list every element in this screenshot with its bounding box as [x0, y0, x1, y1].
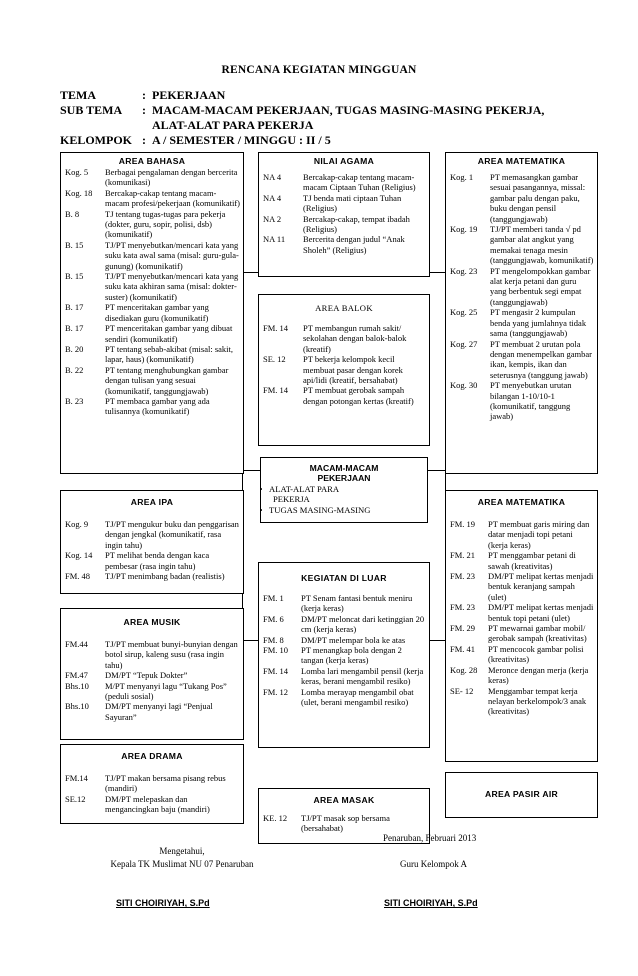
area-bahasa-list — [61, 166, 243, 417]
kelompok-label: KELOMPOK — [60, 133, 132, 147]
footer-place-date: Penaruban, Februari 2013 — [383, 833, 477, 843]
activity-row — [65, 271, 240, 302]
activity-code: Kog. 23 — [450, 265, 478, 276]
center-item-2: TUGAS MASING-MASING — [269, 504, 371, 515]
activity-row — [65, 550, 240, 571]
activity-row — [65, 167, 240, 188]
activity-description: PT tentang menghubungkan gambar dengan tulisan yang sesuai (komunikatif, tanggungjawab) — [105, 364, 229, 396]
area-matematika-right-title: AREA MATEMATIKA — [477, 497, 566, 507]
activity-description: PT Senam fantasi bentuk meniru (kerja keras) — [301, 593, 413, 614]
activity-row — [263, 172, 426, 193]
activity-description: PT mengasir 2 kumpulan benda yang jumlahnya tidak sama (tanggungjawab) — [490, 307, 587, 339]
activity-row — [65, 681, 240, 702]
activity-code: FM. 12 — [263, 686, 289, 697]
activity-row — [263, 813, 426, 834]
nilai-agama-title: NILAI AGAMA — [313, 156, 375, 166]
activity-code: Kog. 30 — [450, 380, 478, 391]
activity-code: SE- 12 — [450, 685, 474, 696]
activity-code: B. 22 — [65, 364, 84, 375]
center-item-1: ALAT-ALAT PARA — [269, 483, 340, 494]
area-musik-list — [61, 639, 243, 722]
activity-description: DM/PT “Tepuk Dokter” — [105, 670, 188, 681]
activity-description: PT bekerja kelompok kecil membuat pasar dengan korek api/lidi (kreatif, bersahabat) — [303, 354, 403, 386]
activity-code: B. 8 — [65, 208, 80, 219]
center-title-1: MACAM-MACAM — [309, 463, 379, 473]
area-ipa-box — [60, 490, 244, 594]
area-pasir-air-title: AREA PASIR AIR — [484, 789, 559, 799]
activity-description: Bercakap-cakap, tempat ibadah (Religius) — [303, 213, 410, 235]
activity-code: FM. 8 — [263, 634, 284, 645]
activity-description: Lomba lari mengambil pensil (kerja keras, berani mengambil resiko) — [301, 665, 424, 687]
activity-row — [65, 701, 240, 722]
activity-row — [263, 214, 426, 235]
activity-description: TJ benda mati ciptaan Tuhan (Religius) — [303, 192, 402, 214]
activity-code: B. 17 — [65, 302, 84, 313]
activity-description: Bercakap-cakap tentang macam-macam profesi/pekerjaan (komunikatif) — [105, 187, 240, 209]
activity-code: FM. 23 — [450, 602, 476, 613]
activity-description: PT membuat garis miring dan datar menjadi topi petani (kerja keras) — [488, 519, 590, 550]
activity-code: SE.12 — [65, 793, 86, 804]
activity-row — [450, 380, 594, 422]
center-item-1b: PEKERJA — [273, 494, 310, 505]
activity-row — [450, 224, 594, 266]
activity-row — [65, 188, 240, 209]
activity-row — [65, 323, 240, 344]
tema-label: TEMA — [60, 88, 96, 102]
activity-code: FM. 19 — [450, 519, 476, 529]
activity-description: PT membuat 2 urutan pola dengan menempelkan gambar ikan, kempis, ikan dan seterusnya (tanggung jawab) — [490, 338, 592, 380]
activity-row — [65, 344, 240, 365]
activity-description: PT membaca gambar yang ada tulisannya (komunikatif) — [105, 395, 210, 417]
activity-code: FM. 29 — [450, 623, 476, 634]
center-theme-box — [260, 457, 428, 523]
activity-description: DM/PT menyanyi lagi “Penjual Sayuran” — [105, 701, 213, 722]
activity-code: NA 2 — [263, 213, 282, 224]
activity-row — [65, 794, 240, 815]
subtema-colon: : — [142, 103, 146, 117]
activity-code: FM. 21 — [450, 550, 476, 561]
activity-code: NA 4 — [263, 192, 282, 203]
activity-row — [263, 687, 426, 708]
nilai-agama-box — [258, 152, 430, 277]
activity-code: B. 15 — [65, 239, 84, 250]
activity-code: Kog. 25 — [450, 307, 478, 318]
activity-row — [65, 571, 240, 581]
activity-code: FM. 1 — [263, 593, 284, 603]
connector-left-mid — [242, 470, 260, 471]
activity-row — [65, 670, 240, 680]
subtema-value-2: ALAT-ALAT PARA PEKERJA — [152, 118, 314, 132]
activity-code: Kog. 1 — [450, 172, 474, 182]
area-pasir-air-box — [445, 772, 598, 818]
area-masak-title: AREA MASAK — [313, 795, 375, 805]
activity-row — [263, 635, 426, 645]
activity-code: FM. 10 — [263, 645, 289, 656]
activity-code: Kog. 28 — [450, 664, 478, 675]
signature-right: SITI CHOIRIYAH, S.Pd — [384, 898, 478, 908]
activity-row — [450, 602, 594, 623]
activity-description: DM/PT melipat kertas menjadi bentuk topi petani (ulet) — [488, 602, 594, 623]
activity-description: TJ tentang tugas-tugas para pekerja (dokter, guru, sopir, polisi, dsb) (komunikatif) — [105, 208, 226, 240]
area-matematika-top-list — [446, 172, 597, 422]
connector-right-mid — [428, 470, 446, 471]
activity-description: PT mencocok gambar polisi (kreativitas) — [488, 643, 584, 665]
activity-code: FM.44 — [65, 639, 88, 649]
activity-code: Kog. 9 — [65, 519, 89, 529]
area-matematika-top-box — [445, 152, 598, 474]
footer-guru: Guru Kelompok A — [400, 859, 467, 869]
kelompok-value: A / SEMESTER / MINGGU : II / 5 — [152, 133, 331, 147]
activity-code: Kog. 18 — [65, 187, 93, 198]
activity-row — [263, 645, 426, 666]
document-header — [60, 88, 630, 148]
activity-row — [263, 193, 426, 214]
activity-row — [263, 593, 426, 614]
activity-description: PT menceritakan gambar yang dibuat sendiri (komunikatif) — [105, 323, 233, 344]
signature-left: SITI CHOIRIYAH, S.Pd — [116, 898, 210, 908]
activity-code: Kog. 14 — [65, 550, 93, 561]
area-balok-list — [259, 323, 429, 406]
activity-description: M/PT menyanyi lagu “Tukang Pos” (peduli sosial) — [105, 680, 227, 702]
activity-description: TJ/PT menyebutkan/mencari kata yang suku kata awal sama (misal: guru-gula-gunung) (komunikatif) — [105, 239, 239, 271]
nilai-agama-list — [259, 172, 429, 255]
activity-code: Kog. 19 — [450, 224, 478, 235]
activity-row — [65, 365, 240, 396]
activity-description: Bercerita dengan judul “Anak Sholeh” (Religius) — [303, 234, 405, 255]
activity-row — [263, 614, 426, 635]
activity-description: TJ/PT membuat bunyi-bunyian dengan botol sirup, kaleng susu (rasa ingin tahu) — [105, 639, 238, 670]
kegiatan-luar-box — [258, 562, 430, 748]
activity-description: TJ/PT menimbang badan (realistis) — [105, 571, 225, 582]
activity-code: SE. 12 — [263, 354, 286, 365]
kegiatan-luar-list — [259, 593, 429, 707]
activity-row — [450, 339, 594, 381]
activity-description: PT melihat benda dengan kaca pembesar (rasa ingin tahu) — [105, 550, 210, 571]
area-drama-title: AREA DRAMA — [121, 751, 183, 761]
area-bahasa-box — [60, 152, 244, 474]
activity-description: Meronce dengan merja (kerja keras) — [488, 664, 589, 686]
activity-description: PT menggambar petani di sawah (kreativitas) — [488, 550, 576, 571]
activity-description: PT mengelompokkan gambar alat kerja petani dan guru yang berbentuk segi empat (tanggungjawab) — [490, 265, 591, 307]
activity-row — [65, 302, 240, 323]
activity-row — [450, 307, 594, 338]
kelompok-colon: : — [142, 133, 146, 147]
activity-row — [450, 623, 594, 644]
activity-row — [65, 209, 240, 240]
activity-row — [450, 172, 594, 224]
activity-row — [65, 240, 240, 271]
activity-description: PT mewarnai gambar mobil/ gerobak sampah (kreativitas) — [488, 623, 587, 644]
activity-description: PT memasangkan gambar sesuai pasangannya, missal: gambar palu dengan paku, buku dengan pensil (tanggungjawab) — [490, 172, 586, 224]
activity-description: Menggambar tempat kerja nelayan berkelompok/3 anak (kreativitas) — [488, 685, 587, 717]
page-title: RENCANA KEGIATAN MINGGUAN — [221, 64, 417, 76]
activity-code: FM. 6 — [263, 613, 284, 624]
activity-row — [65, 396, 240, 417]
activity-code: Kog. 5 — [65, 167, 89, 177]
activity-description: PT menangkap bola dengan 2 tangan (kerja keras) — [301, 645, 402, 666]
activity-description: DM/PT melempar bola ke atas — [301, 634, 406, 645]
area-balok-box — [258, 294, 430, 446]
activity-row — [65, 773, 240, 794]
area-masak-list — [259, 813, 429, 834]
activity-description: TJ/PT makan bersama pisang rebus (mandiri) — [105, 773, 226, 794]
activity-row — [263, 323, 426, 354]
area-musik-title: AREA MUSIK — [123, 617, 181, 627]
activity-description: DM/PT melipat kertas menjadi bentuk keranjang sampah (ulet) — [488, 571, 594, 602]
activity-code: FM. 48 — [65, 571, 91, 582]
area-matematika-top-title: AREA MATEMATIKA — [477, 156, 566, 166]
kegiatan-luar-title: KEGIATAN DI LUAR — [301, 573, 387, 583]
center-title-2: PEKERJAAN — [317, 473, 371, 484]
activity-row — [263, 385, 426, 406]
activity-code: Kog. 27 — [450, 338, 478, 349]
area-ipa-title: AREA IPA — [130, 497, 174, 507]
activity-description: DM/PT melepaskan dan mengancingkan baju (mandiri) — [105, 793, 210, 815]
activity-description: PT menceritakan gambar yang disediakan guru (komunikatif) — [105, 302, 209, 323]
connector-right-top — [428, 272, 446, 273]
activity-row — [450, 644, 594, 665]
activity-row — [263, 666, 426, 687]
activity-row — [450, 266, 594, 308]
activity-description: TJ/PT mengukur buku dan penggarisan dengan jengkal (komunikatif, rasa ingin tahu) — [105, 519, 239, 550]
area-matematika-right-box — [445, 490, 598, 762]
activity-description: TJ/PT menyebutkan/mencari kata yang suku kata akhiran sama (misal: dokter-suster) (komunikatif) — [105, 271, 239, 302]
activity-code: NA 11 — [263, 234, 286, 245]
activity-row — [450, 519, 594, 550]
activity-code: FM.47 — [65, 670, 88, 681]
activity-code: FM. 14 — [263, 385, 289, 396]
activity-row — [450, 571, 594, 602]
activity-code: FM. 14 — [263, 323, 289, 333]
area-balok-title: AREA BALOK — [315, 303, 373, 313]
activity-code: B. 20 — [65, 343, 84, 354]
subtema-label: SUB TEMA — [60, 103, 123, 117]
activity-code: Bhs.10 — [65, 701, 89, 712]
activity-description: PT tentang sebab-akibat (misal: sakit, lapar, haus) (komunikatif) — [105, 343, 234, 365]
activity-code: FM. 23 — [450, 571, 476, 582]
footer-mengetahui: Mengetahui, — [159, 846, 205, 856]
activity-description: TJ/PT memberi tanda √ pd gambar alat angkut yang memakai tenaga mesin (tanggungjawab, komunikatif) — [490, 224, 594, 266]
activity-code: FM.14 — [65, 773, 88, 783]
activity-row — [450, 665, 594, 686]
bullet-icon: • — [259, 483, 263, 494]
activity-description: PT membangun rumah sakit/ sekolahan dengan balok-balok (kreatif) — [303, 323, 407, 354]
subtema-value-1: MACAM-MACAM PEKERJAAN, TUGAS MASING-MASING PEKERJA, — [152, 103, 545, 117]
area-musik-box — [60, 608, 244, 740]
activity-description: PT membuat gerobak sampah dengan potongan kertas (kreatif) — [303, 385, 414, 406]
area-ipa-list — [61, 519, 243, 581]
activity-code: B. 17 — [65, 323, 84, 334]
activity-description: DM/PT meloncat dari ketinggian 20 cm (kerja keras) — [301, 613, 425, 635]
activity-description: Bercakap-cakap tentang macam-macam Ciptaan Tuhan (Religius) — [303, 172, 416, 193]
area-bahasa-title: AREA BAHASA — [118, 156, 186, 166]
activity-row — [450, 550, 594, 571]
area-drama-box — [60, 744, 244, 824]
activity-description: PT menyebutkan urutan bilangan 1-10/10-1 (komunikatif, tanggung jawab) — [490, 380, 572, 422]
activity-code: FM. 41 — [450, 643, 476, 654]
activity-description: Berbagai pengalaman dengan bercerita (komunikasi) — [105, 167, 238, 188]
activity-description: TJ/PT masak sop bersama (bersahabat) — [301, 813, 390, 834]
area-matematika-right-list — [446, 519, 597, 717]
tema-value: PEKERJAAN — [152, 88, 226, 102]
area-drama-list — [61, 773, 243, 815]
activity-row — [263, 354, 426, 385]
activity-code: B. 15 — [65, 271, 84, 282]
activity-code: KE. 12 — [263, 813, 288, 823]
activity-code: FM. 14 — [263, 665, 289, 676]
activity-row — [450, 686, 594, 717]
activity-row — [65, 639, 240, 670]
footer-kepala: Kepala TK Muslimat NU 07 Penaruban — [110, 859, 254, 869]
activity-code: B. 23 — [65, 395, 84, 406]
activity-description: Lomba merayap mengambil obat (ulet, berani mengambil resiko) — [301, 686, 414, 708]
activity-row — [263, 234, 426, 255]
activity-code: Bhs.10 — [65, 680, 89, 691]
activity-row — [65, 519, 240, 550]
bullet-icon: • — [259, 504, 263, 515]
tema-colon: : — [142, 88, 146, 102]
activity-code: NA 4 — [263, 172, 282, 182]
